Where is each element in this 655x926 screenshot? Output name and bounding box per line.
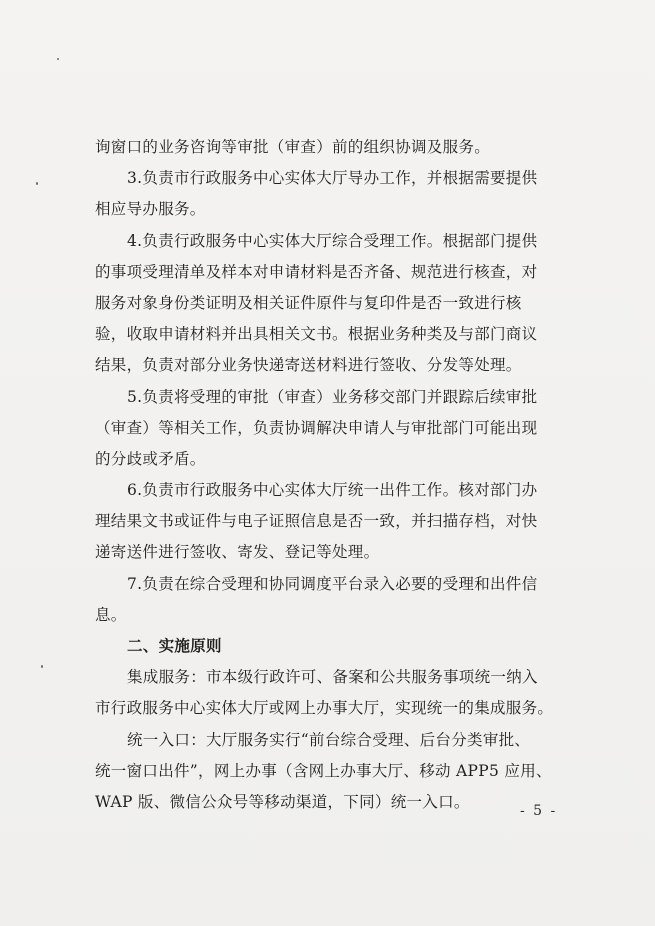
text-line-1: 询窗口的业务咨询等审批（审查）前的组织协调及服务。 [95, 138, 491, 156]
text-line-6: 服务对象身份类证明及相关证件原件与复印件是否一致进行核 [95, 293, 522, 312]
page-number: - 5 - [520, 803, 558, 819]
text-line-7: 验，收取申请材料并出具相关文书。根据业务种类及与部门商议 [95, 325, 538, 344]
text-line-19: 市行政服务中心实体大厅或网上办事大厅，实现统一的集成服务。 [95, 699, 554, 718]
text-line-5: 的事项受理清单及样本对申请材料是否齐备、规范进行核查，对 [95, 262, 538, 281]
text-line-2: 3.负责市行政服务中心实体大厅导办工作，并根据需要提供 [127, 169, 538, 188]
text-line-4: 4.负责行政服务中心实体大厅综合受理工作。根据部门提供 [127, 231, 538, 250]
text-line-22: WAP 版、微信公众号等移动渠道，下同）统一入口。 [95, 792, 470, 811]
text-line-10: （审查）等相关工作，负责协调解决申请人与审批部门可能出现 [95, 418, 538, 437]
text-line-15: 7.负责在综合受理和协同调度平台录入必要的受理和出件信 [127, 574, 538, 593]
text-line-18: 集成服务：市本级行政许可、备案和公共服务事项统一纳入 [127, 668, 538, 687]
text-line-12: 6.负责市行政服务中心实体大厅统一出件工作。核对部门办 [127, 481, 538, 500]
section-heading: 二、实施原则 [127, 637, 222, 655]
text-line-9: 5.负责将受理的审批（审查）业务移交部门并跟踪后续审批 [127, 387, 538, 406]
text-line-8: 结果，负责对部分业务快递寄送材料进行签收、分发等处理。 [95, 356, 522, 375]
text-line-16: 息。 [95, 605, 127, 624]
scan-speck [41, 665, 43, 668]
text-line-11: 的分歧或矛盾。 [95, 449, 206, 468]
body-text [95, 132, 565, 818]
text-line-21: 统一窗口出件”，网上办事（含网上办事大厅、移动 APP5 应用、 [95, 761, 552, 780]
text-line-14: 递寄送件进行签收、寄发、登记等处理。 [95, 543, 380, 562]
text-line-13: 理结果文书或证件与电子证照信息是否一致，并扫描存档，对快 [95, 512, 538, 531]
scan-speck [57, 58, 59, 60]
scan-speck [36, 182, 38, 185]
text-line-20: 统一入口：大厅服务实行“前台综合受理、后台分类审批、 [127, 730, 531, 749]
text-line-3: 相应导办服务。 [95, 200, 206, 219]
